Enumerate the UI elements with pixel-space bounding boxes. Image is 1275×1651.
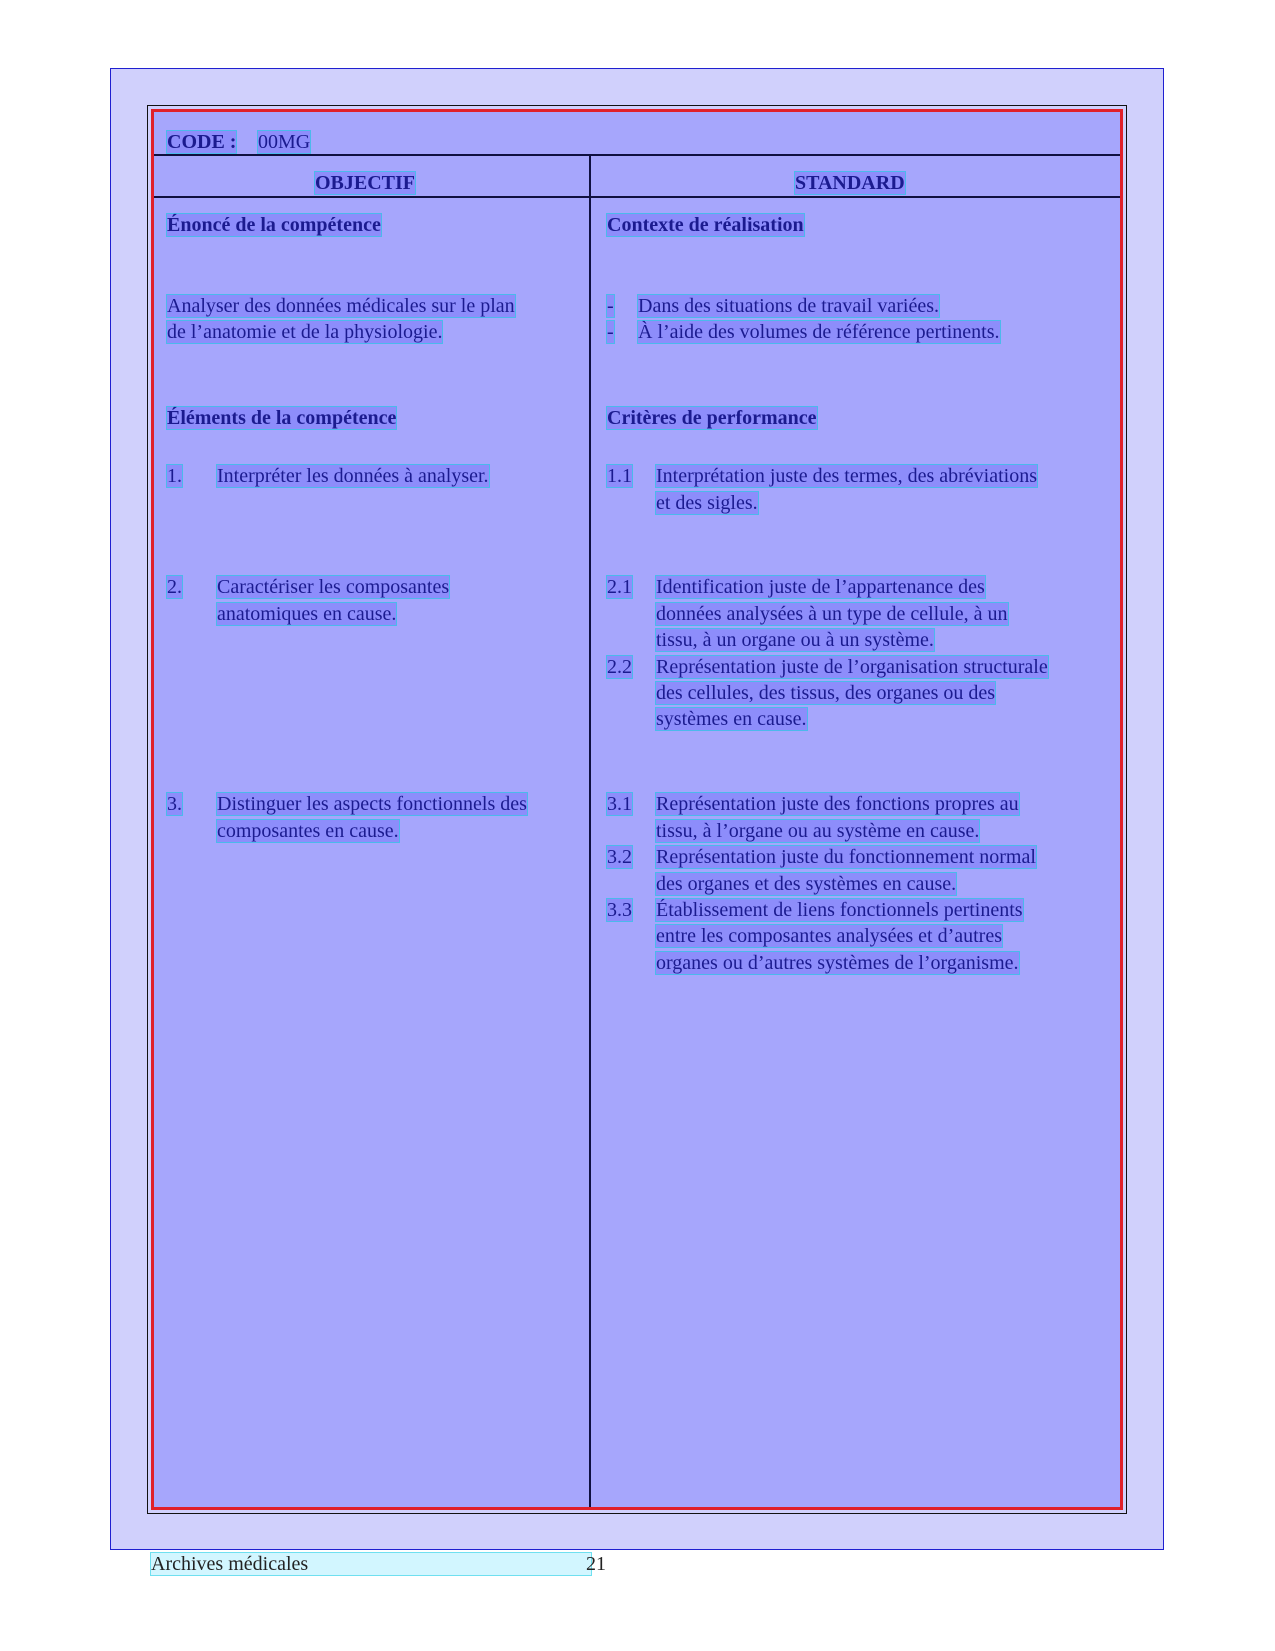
criteres-title: Critères de performance xyxy=(607,407,817,429)
enonce-title: Énoncé de la compétence xyxy=(167,214,381,236)
contexte-bullet: - xyxy=(607,295,614,317)
critere-line: et des sigles. xyxy=(656,492,758,514)
page-number: 21 xyxy=(586,1553,606,1575)
footer-title: Archives médicales xyxy=(151,1553,591,1575)
critere-number: 2.2 xyxy=(607,656,632,678)
element-line: composantes en cause. xyxy=(217,820,399,842)
enonce-line: de l’anatomie et de la physiologie. xyxy=(167,321,443,343)
critere-line: tissu, à l’organe ou au système en cause. xyxy=(656,820,980,842)
column-divider xyxy=(589,155,591,1507)
critere-line: organes ou d’autres systèmes de l’organisme. xyxy=(656,952,1019,974)
critere-line: tissu, à un organe ou à un système. xyxy=(656,629,934,651)
critere-number: 3.1 xyxy=(607,793,632,815)
element-line: Caractériser les composantes xyxy=(217,576,450,598)
critere-number: 3.2 xyxy=(607,846,632,868)
element-line: Interpréter les données à analyser. xyxy=(217,465,489,487)
element-line: anatomiques en cause. xyxy=(217,603,397,625)
critere-line: systèmes en cause. xyxy=(656,708,807,730)
contexte-item: Dans des situations de travail variées. xyxy=(638,295,940,317)
critere-line: des cellules, des tissus, des organes ou des xyxy=(656,682,996,704)
rule-under-code xyxy=(154,154,1120,156)
code-value: 00MG xyxy=(258,131,311,153)
critere-line: données analysées à un type de cellule, à un xyxy=(656,603,1008,625)
contexte-title: Contexte de réalisation xyxy=(607,214,804,236)
critere-line: entre les composantes analysées et d’autres xyxy=(656,925,1002,947)
contexte-bullet: - xyxy=(607,321,614,343)
element-number: 1. xyxy=(167,465,182,487)
contexte-item: À l’aide des volumes de référence pertinents. xyxy=(638,321,1000,343)
elements-title: Éléments de la compétence xyxy=(167,407,397,429)
critere-number: 2.1 xyxy=(607,576,632,598)
critere-line: des organes et des systèmes en cause. xyxy=(656,873,957,895)
critere-line: Identification juste de l’appartenance des xyxy=(656,576,985,598)
critere-line: Représentation juste du fonctionnement normal xyxy=(656,846,1036,868)
critere-line: Établissement de liens fonctionnels pertinents xyxy=(656,899,1023,921)
header-standard: STANDARD xyxy=(795,172,905,194)
critere-number: 3.3 xyxy=(607,899,632,921)
element-line: Distinguer les aspects fonctionnels des xyxy=(217,793,527,815)
critere-line: Interprétation juste des termes, des abréviations xyxy=(656,465,1037,487)
code-label: CODE : xyxy=(167,131,237,153)
element-number: 3. xyxy=(167,793,182,815)
element-number: 2. xyxy=(167,576,182,598)
enonce-line: Analyser des données médicales sur le plan xyxy=(167,295,515,317)
header-objectif: OBJECTIF xyxy=(315,172,416,194)
critere-number: 1.1 xyxy=(607,465,632,487)
critere-line: Représentation juste des fonctions propres au xyxy=(656,793,1019,815)
rule-under-headers xyxy=(154,196,1120,198)
critere-line: Représentation juste de l’organisation structurale xyxy=(656,656,1048,678)
